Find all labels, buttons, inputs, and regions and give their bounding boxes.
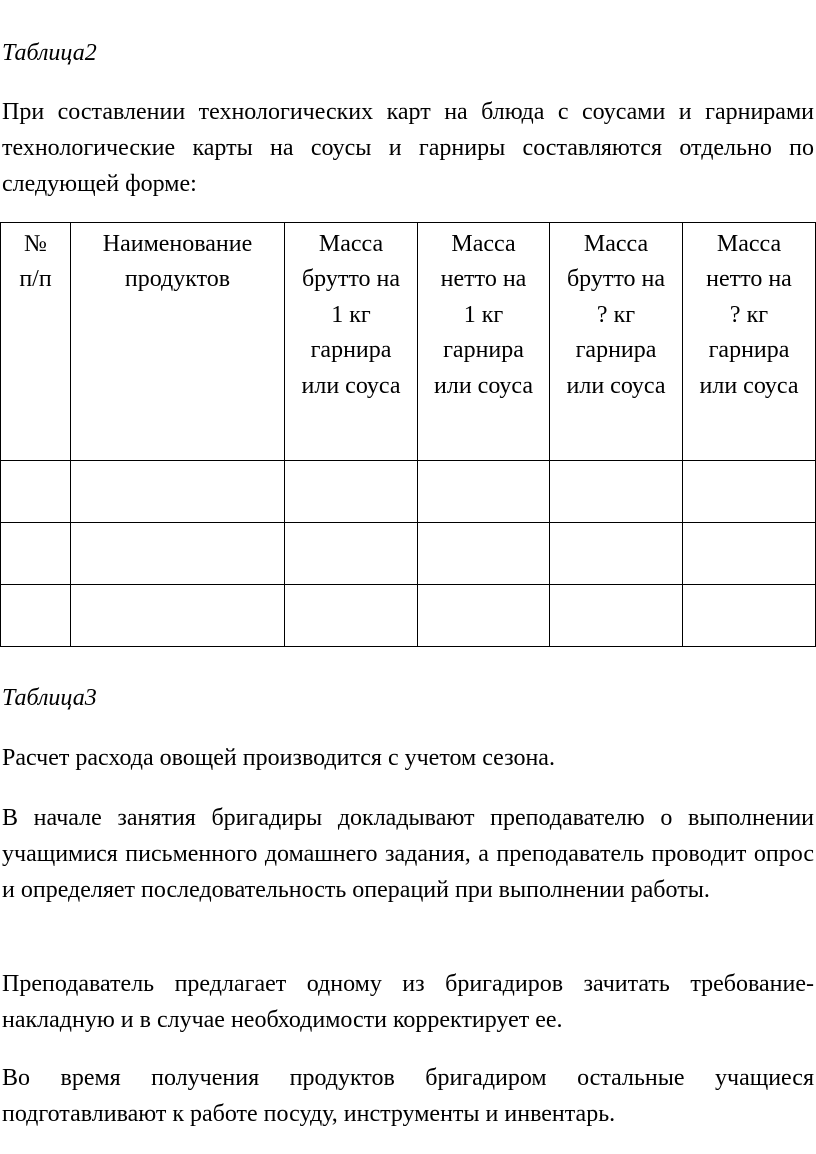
- paragraph-lesson-start: В начале занятия бригадиры докладывают преподавателю о выполнении учащимися письменного домашнего задания, а преподаватель проводит опрос и определяет последовательность операций при выполнении работы.: [2, 805, 814, 903]
- table-cell: [285, 461, 418, 523]
- table-cell: [1, 461, 71, 523]
- table-cell: [683, 461, 816, 523]
- header-cell-net-1kg: Масса нетто на 1 кг гарнира или соуса: [418, 223, 550, 461]
- table-cell: [285, 585, 418, 647]
- table-row: [1, 585, 816, 647]
- table-row: [1, 523, 816, 585]
- table-cell: [418, 461, 550, 523]
- header-cell-number: № п/п: [1, 223, 71, 461]
- table-cell: [285, 523, 418, 585]
- intro-paragraph: При составлении технологических карт на блюда с соусами и гарнирами технологические карты на соусы и гарниры составляются отдельно по следующей форме:: [2, 99, 814, 197]
- table-cell: [71, 585, 285, 647]
- header-cell-product-name: Наименование продуктов: [71, 223, 285, 461]
- table-cell: [550, 523, 683, 585]
- header-cell-net-xkg: Масса нетто на ? кг гарнира или соуса: [683, 223, 816, 461]
- table2-caption: Таблица2: [2, 40, 97, 66]
- header-cell-gross-xkg: Масса брутто на ? кг гарнира или соуса: [550, 223, 683, 461]
- paragraph-preparation: Во время получения продуктов бригадиром остальные учащиеся подготавливают к работе посуду, инструменты и инвентарь.: [2, 1065, 814, 1127]
- table-cell: [683, 523, 816, 585]
- table-cell: [418, 523, 550, 585]
- table-cell: [418, 585, 550, 647]
- table-cell: [71, 461, 285, 523]
- table3-caption: Таблица3: [2, 685, 97, 711]
- paragraph-requisition: Преподаватель предлагает одному из бригадиров зачитать требование-накладную и в случае необходимости корректирует ее.: [2, 971, 814, 1033]
- paragraph-vegetable-season: Расчет расхода овощей производится с учетом сезона.: [2, 745, 555, 771]
- table-header-row: [1, 223, 816, 461]
- table-cell: [71, 523, 285, 585]
- table-cell: [550, 461, 683, 523]
- table-row: [1, 461, 816, 523]
- tech-card-table: [0, 222, 816, 647]
- table-cell: [550, 585, 683, 647]
- table-cell: [1, 585, 71, 647]
- header-cell-gross-1kg: Масса брутто на 1 кг гарнира или соуса: [285, 223, 418, 461]
- table-cell: [683, 585, 816, 647]
- table-cell: [1, 523, 71, 585]
